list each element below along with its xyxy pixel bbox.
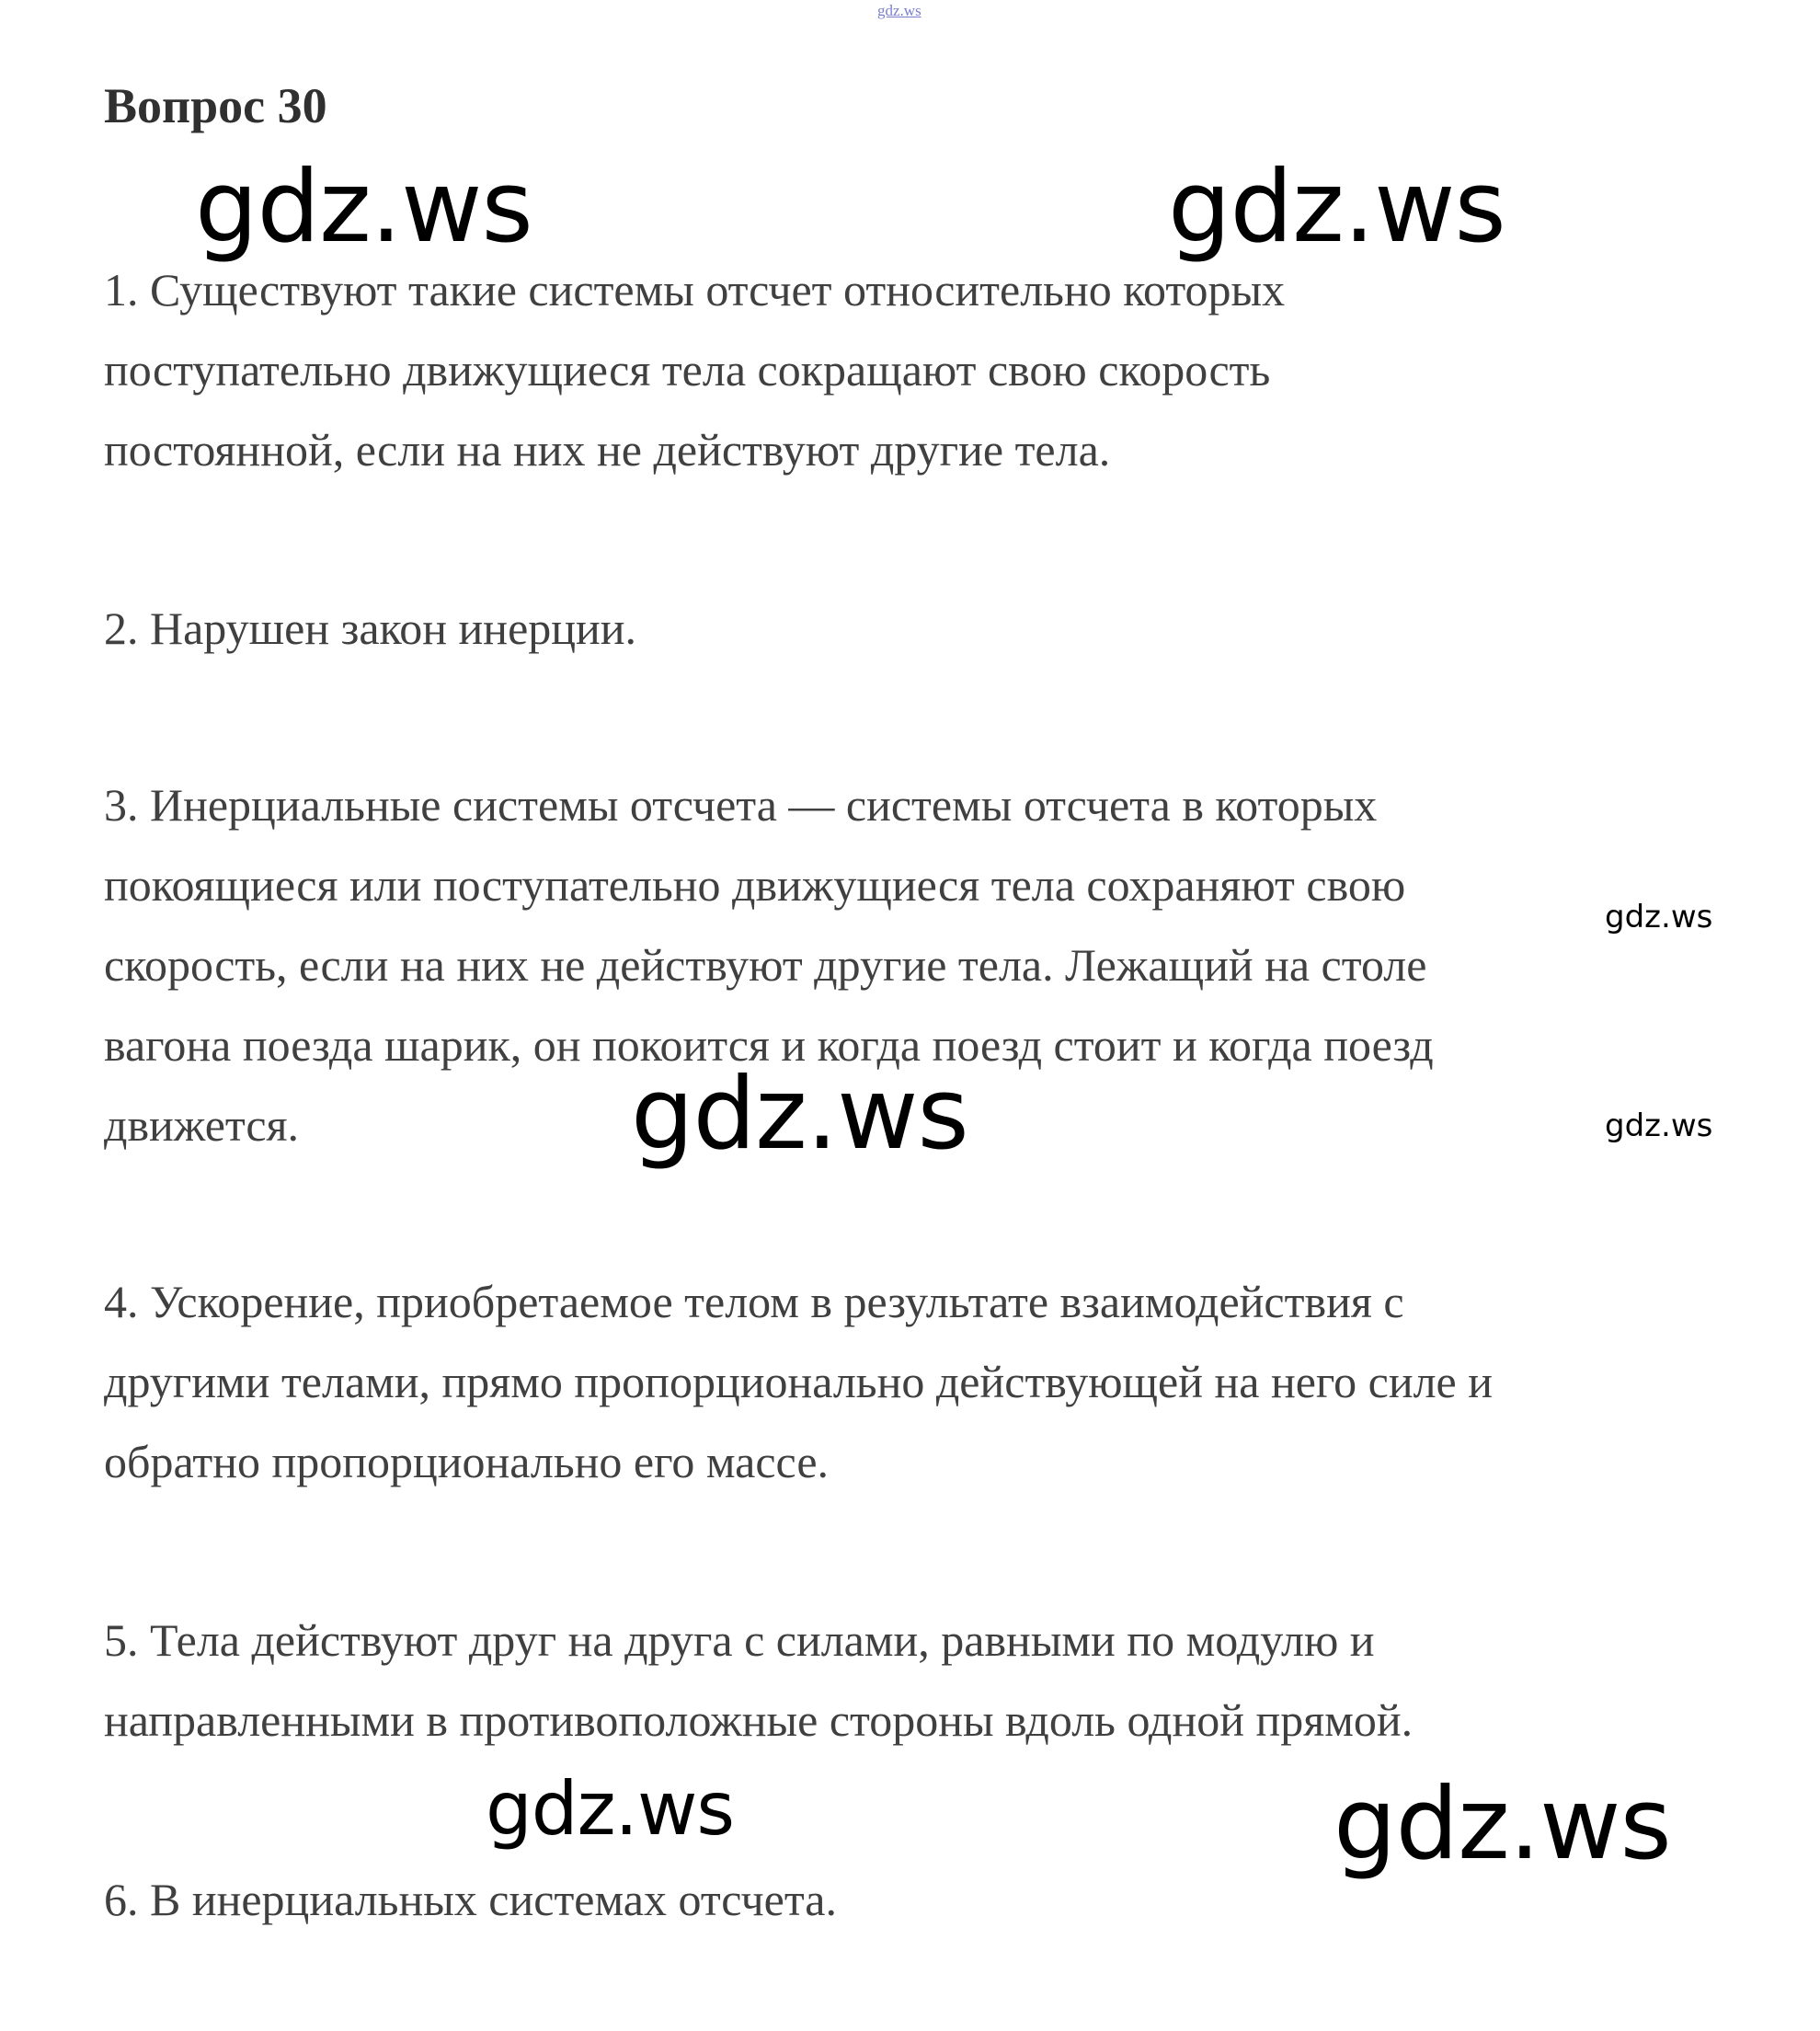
- answer-3-line-5: движется.: [104, 1099, 300, 1151]
- answer-4-line-1: 4. Ускорение, приобретаемое телом в результате взаимодействия с: [104, 1276, 1404, 1327]
- watermark-text: gdz.ws: [1168, 150, 1505, 265]
- answer-3-line-4: вагона поезда шарик, он покоится и когда поезд стоит и когда поезд: [104, 1019, 1434, 1071]
- answer-4-line-3: обратно пропорционально его массе.: [104, 1436, 830, 1487]
- answer-1-line-3: постоянной, если на них не действуют другие тела.: [104, 424, 1111, 476]
- answer-1: [104, 250, 1285, 490]
- watermark-text: gdz.ws: [1334, 1767, 1671, 1882]
- answer-6-line-1: 6. В инерциальных системах отсчета.: [104, 1874, 837, 1925]
- watermark-text: gdz.ws: [1605, 1107, 1713, 1144]
- answer-6: [104, 1860, 837, 1940]
- answer-4-line-2: другими телами, прямо пропорционально действующей на него силе и: [104, 1356, 1494, 1407]
- answer-3-line-1: 3. Инерциальные системы отсчета — системы отсчета в которых: [104, 779, 1378, 831]
- answer-3-line-2: покоящиеся или поступательно движущиеся тела сохраняют свою: [104, 859, 1406, 911]
- watermark-text: gdz.ws: [631, 1057, 968, 1172]
- watermark-text: gdz.ws: [195, 150, 532, 265]
- answer-1-line-1: 1. Существуют такие системы отсчет относительно которых: [104, 264, 1286, 316]
- question-heading: Вопрос 30: [104, 78, 327, 133]
- answer-5-line-1: 5. Тела действуют друг на друга с силами, равными по модулю и: [104, 1614, 1375, 1666]
- answer-4: [104, 1262, 1493, 1502]
- answer-1-line-2: поступательно движущиеся тела сокращают свою скорость: [104, 344, 1271, 396]
- answer-5-line-2: направленными в противоположные стороны вдоль одной прямой.: [104, 1694, 1414, 1746]
- answer-2-line-1: 2. Нарушен закон инерции.: [104, 602, 637, 654]
- answer-2: [104, 589, 636, 669]
- watermark-text: gdz.ws: [1605, 899, 1713, 935]
- header-watermark-link[interactable]: gdz.ws: [877, 2, 921, 19]
- answer-5: [104, 1601, 1413, 1761]
- watermark-text: gdz.ws: [486, 1766, 735, 1852]
- answer-3-line-3: скорость, если на них не действуют другие тела. Лежащий на столе: [104, 939, 1427, 991]
